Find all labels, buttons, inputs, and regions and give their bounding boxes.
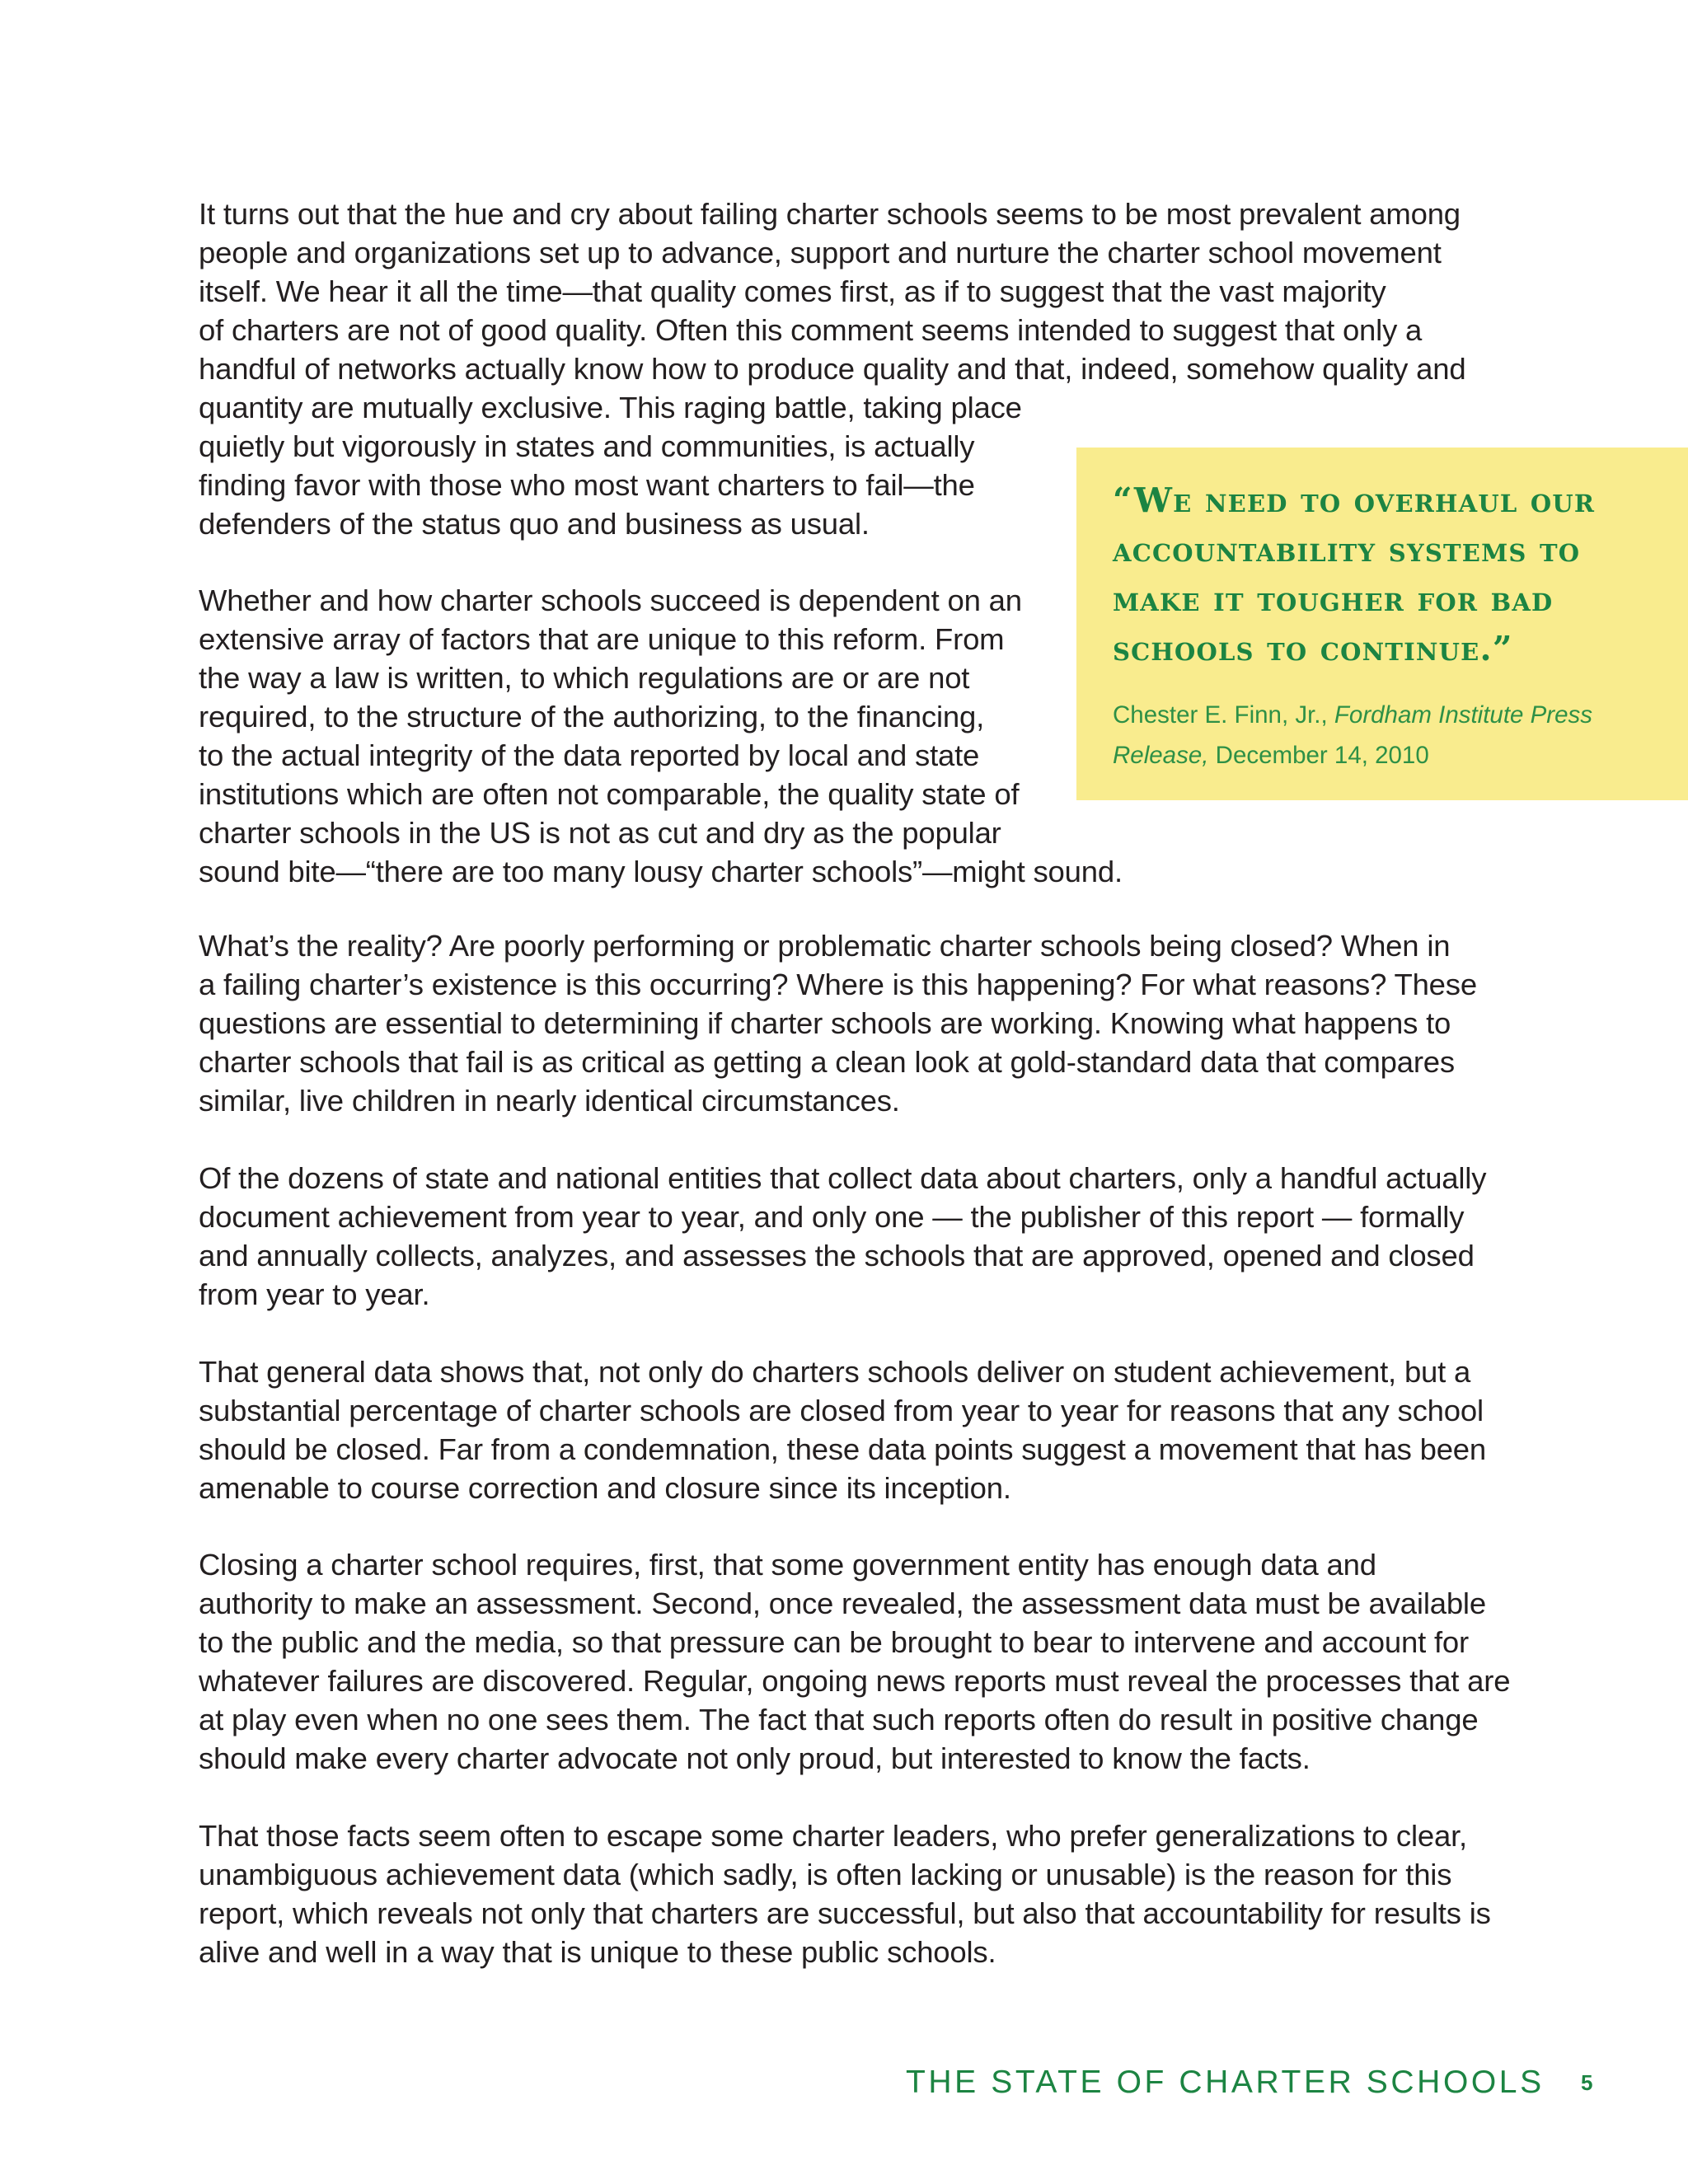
text-line: It turns out that the hue and cry about failing charter schools seems to be most prevalent among <box>199 197 1461 231</box>
quote-line: make it tougher for bad <box>1113 579 1554 619</box>
text-line: at play even when no one sees them. The fact that such reports often do result in positive change <box>199 1703 1479 1736</box>
text-line: quantity are mutually exclusive. This raging battle, taking place <box>199 391 1022 424</box>
quote-line: accountability systems to <box>1113 530 1581 569</box>
text-line: alive and well in a way that is unique to these public schools. <box>199 1935 996 1969</box>
text-line: the way a law is written, to which regulations are or are not <box>199 661 970 695</box>
text-line: finding favor with those who most want charters to fail—the <box>199 468 975 502</box>
text-line: Whether and how charter schools succeed is dependent on an <box>199 583 1022 617</box>
text-line: people and organizations set up to advance, support and nurture the charter school movement <box>199 236 1442 269</box>
text-line: should make every charter advocate not only proud, but interested to know the facts. <box>199 1741 1311 1775</box>
body-paragraph <box>199 1352 1501 1507</box>
text-line: Of the dozens of state and national entities that collect data about charters, only a handful actually <box>199 1161 1487 1195</box>
text-line: sound bite—“there are too many lousy charter schools”—might sound. <box>199 855 1123 888</box>
text-line: whatever failures are discovered. Regular, ongoing news reports must reveal the processes that are <box>199 1664 1511 1698</box>
body-paragraph <box>199 1545 1511 1778</box>
quote-date: December 14, 2010 <box>1215 742 1429 769</box>
text-line: of charters are not of good quality. Often this comment seems intended to suggest that only a <box>199 313 1423 347</box>
text-line: extensive array of factors that are unique to this reform. From <box>199 622 1005 656</box>
text-line: should be closed. Far from a condemnation, these data points suggest a movement that has been <box>199 1432 1487 1466</box>
text-line: authority to make an assessment. Second, once revealed, the assessment data must be available <box>199 1586 1486 1620</box>
text-line: That those facts seem often to escape some charter leaders, who prefer generalizations to clear, <box>199 1819 1467 1853</box>
quote-source: Fordham Institute Press Release, <box>1113 701 1593 769</box>
text-line: defenders of the status quo and business as usual. <box>199 507 870 541</box>
text-line: Closing a charter school requires, first, that some government entity has enough data and <box>199 1548 1376 1582</box>
pull-quote-box <box>1076 448 1688 800</box>
text-line: unambiguous achievement data (which sadly, is often lacking or unusable) is the reason for this <box>199 1858 1452 1891</box>
quote-attribution <box>1113 695 1681 776</box>
text-line: similar, live children in nearly identical circumstances. <box>199 1084 900 1118</box>
quote-author: Chester E. Finn, Jr., <box>1113 701 1328 729</box>
text-line: amenable to course correction and closure since its inception. <box>199 1471 1011 1505</box>
body-paragraph <box>199 926 1501 1120</box>
pull-quote <box>1113 476 1673 673</box>
text-line: quietly but vigorously in states and communities, is actually <box>199 429 975 463</box>
quote-line: schools to continue.” <box>1113 629 1513 668</box>
text-line: What’s the reality? Are poorly performing or problematic charter schools being closed? When in <box>199 929 1451 963</box>
text-line: a failing charter’s existence is this occurring? Where is this happening? For what reasons? These <box>199 968 1477 1001</box>
body-paragraph <box>199 1816 1501 1971</box>
text-line: institutions which are often not comparable, the quality state of <box>199 777 1020 811</box>
text-line: from year to year. <box>199 1277 430 1311</box>
text-line: charter schools that fail is as critical as getting a clean look at gold-standard data that compares <box>199 1045 1455 1079</box>
text-line: report, which reveals not only that charters are successful, but also that accountability for results is <box>199 1896 1491 1930</box>
text-line: document achievement from year to year, and only one — the publisher of this report — formally <box>199 1200 1465 1234</box>
footer-title: THE STATE OF CHARTER SCHOOLS <box>906 2064 1545 2100</box>
text-line: That general data shows that, not only do charters schools deliver on student achievement, but a <box>199 1355 1471 1389</box>
text-line: charter schools in the US is not as cut and dry as the popular <box>199 816 1001 850</box>
page-number: 5 <box>1581 2070 1593 2095</box>
text-line: and annually collects, analyzes, and assesses the schools that are approved, opened and closed <box>199 1239 1475 1272</box>
text-line: itself. We hear it all the time—that quality comes first, as if to suggest that the vast majority <box>199 274 1386 308</box>
text-line: to the actual integrity of the data reported by local and state <box>199 738 980 772</box>
text-line: required, to the structure of the authorizing, to the financing, <box>199 700 985 733</box>
text-line: substantial percentage of charter schools are closed from year to year for reasons that any school <box>199 1394 1484 1427</box>
body-paragraph <box>199 1159 1501 1314</box>
text-line: handful of networks actually know how to produce quality and that, indeed, somehow quality and <box>199 352 1466 386</box>
text-line: questions are essential to determining if charter schools are working. Knowing what happens to <box>199 1006 1451 1040</box>
text-line: to the public and the media, so that pressure can be brought to bear to intervene and account for <box>199 1625 1469 1659</box>
quote-line: “We need to overhaul our <box>1113 480 1596 520</box>
